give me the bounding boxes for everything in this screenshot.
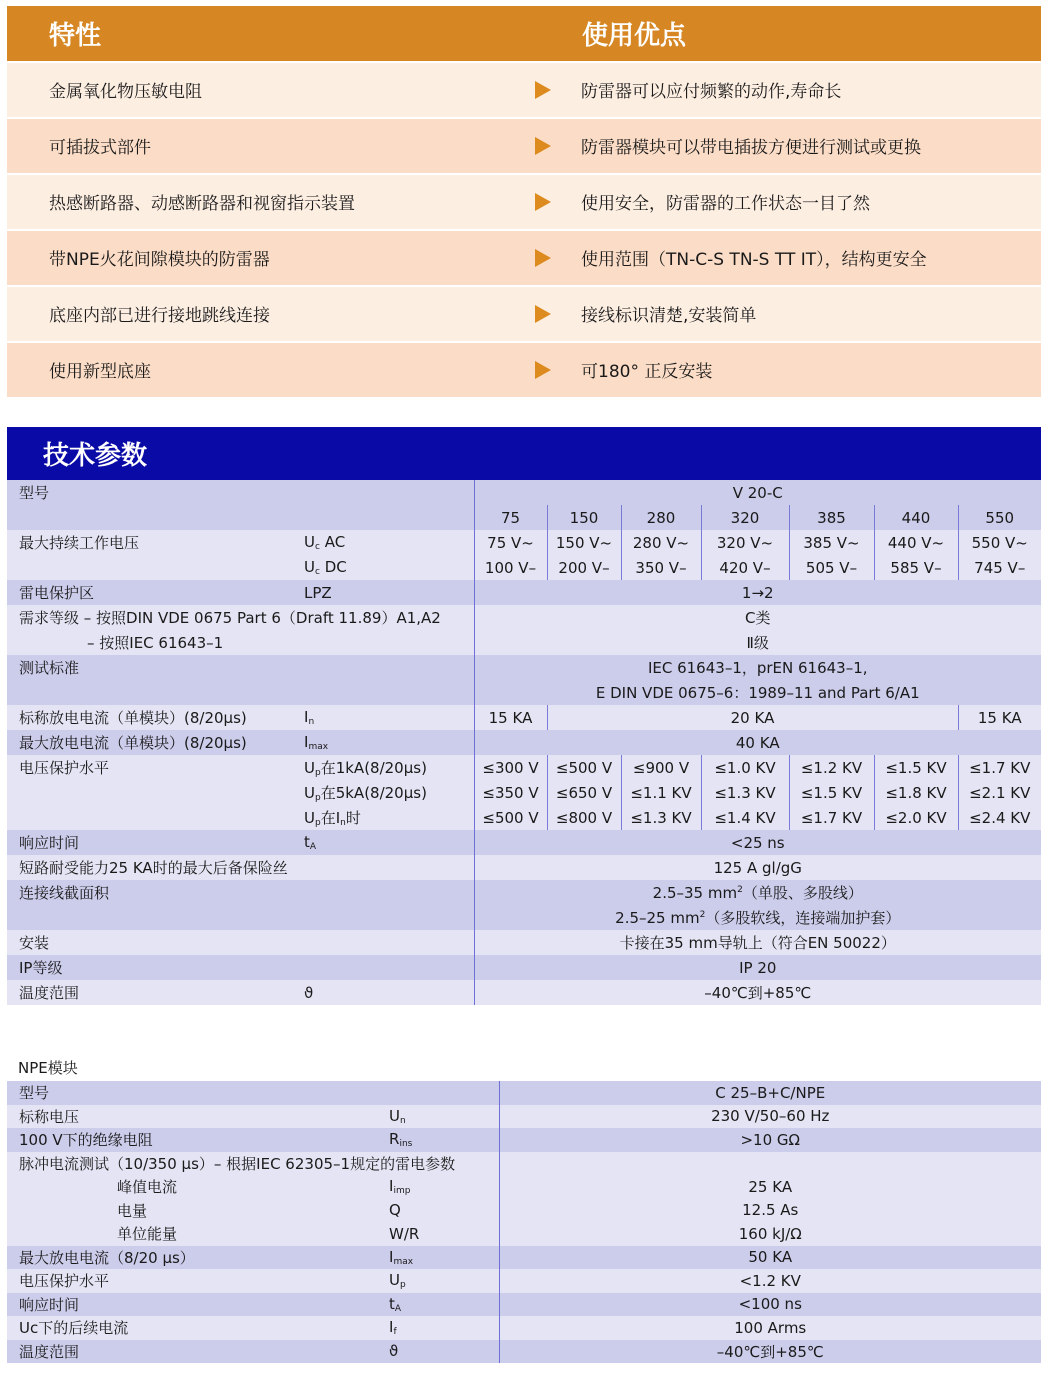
npe-row: [7, 1152, 1041, 1176]
variant: 385: [789, 505, 874, 530]
features-header: [7, 6, 1041, 61]
standard-value: IEC 61643–1，prEN 61643–1,: [474, 655, 1041, 680]
ip-label: IP等级: [19, 959, 63, 977]
uc-dc-value: 100 V–: [474, 555, 547, 580]
up-value: ≤1.5 KV: [874, 755, 958, 780]
play-arrow-icon: [535, 137, 551, 155]
npe-label: 电压保护水平: [19, 1272, 110, 1291]
up-value: ≤1.3 KV: [621, 805, 701, 830]
up-value: ≤2.1 KV: [958, 780, 1041, 805]
npe-row: [7, 1269, 1041, 1293]
cross-value: 2.5–35 $mm^2$（单股、多股线）: [474, 880, 1041, 905]
feature-row: [7, 343, 1041, 398]
npe-table: [7, 1081, 1041, 1363]
npe-row: [7, 1105, 1041, 1129]
feature-text: 带NPE火花间隙模块的防雷器: [49, 250, 270, 271]
feature-row: [7, 119, 1041, 174]
variant-row: [7, 505, 1041, 530]
npe-symbol: $I_f$: [389, 1318, 397, 1338]
feature-row: [7, 175, 1041, 230]
npe-row: [7, 1293, 1041, 1317]
npe-row: [7, 1340, 1041, 1364]
npe-label: 型号: [19, 1084, 50, 1103]
advantage-text: 使用范围（TN-C-S TN-S TT IT），结构更安全: [581, 250, 927, 271]
response-value: <25 ns: [474, 830, 1041, 855]
response-symbol: $t_A$: [304, 833, 317, 852]
npe-value: 100 Arms: [499, 1316, 1041, 1340]
in-value: 15 KA: [958, 705, 1041, 730]
up-value: ≤500 V: [474, 805, 547, 830]
npe-symbol: W/R: [389, 1224, 420, 1243]
feature-column-title: 特性: [49, 21, 102, 51]
class-value: C类: [474, 605, 1041, 630]
fuse-label: 短路耐受能力25 KA时的最大后备保险丝: [19, 859, 288, 877]
uc-ac-value: 385 V~: [789, 530, 874, 555]
uc-dc-value: 745 V–: [958, 555, 1041, 580]
uc-ac-value: 440 V~: [874, 530, 958, 555]
model-name: V 20-C: [474, 480, 1041, 505]
variant: 150: [547, 505, 621, 530]
mount-label: 安装: [19, 934, 50, 952]
response-label: 响应时间: [19, 834, 80, 852]
npe-value: 25 KA: [499, 1175, 1041, 1199]
in-label: 标称放电电流（单模块）(8/20μs): [19, 709, 247, 727]
play-arrow-icon: [535, 81, 551, 99]
mount-value: 卡接在35 mm导轨上（符合EN 50022）: [474, 930, 1041, 955]
npe-value: <100 ns: [499, 1293, 1041, 1317]
lpz-symbol: LPZ: [304, 583, 332, 602]
npe-symbol: ϑ: [389, 1342, 399, 1361]
temp-value: –40℃到+85℃: [474, 980, 1041, 1005]
up-value: ≤1.7 KV: [789, 805, 874, 830]
temp-row: [7, 980, 1041, 1005]
npe-value: <1.2 KV: [499, 1269, 1041, 1293]
npe-title: NPE模块: [18, 1059, 78, 1077]
npe-row: [7, 1316, 1041, 1340]
variant: 75: [474, 505, 547, 530]
temp-label: 温度范围: [19, 984, 80, 1002]
npe-row: [7, 1081, 1041, 1105]
feature-text: 金属氧化物压敏电阻: [49, 82, 202, 103]
imax-symbol: $I_{max}$: [304, 733, 329, 752]
lpz-label: 雷电保护区: [19, 584, 95, 602]
play-arrow-icon: [535, 193, 551, 211]
npe-value: [499, 1152, 1041, 1176]
uc-ac-value: 550 V~: [958, 530, 1041, 555]
up-label: 电压保护水平: [19, 759, 110, 777]
features-table: [7, 6, 1041, 397]
npe-row: [7, 1128, 1041, 1152]
standard-label: 测试标准: [19, 659, 80, 677]
class-label-2: – 按照IEC 61643–1: [87, 634, 224, 652]
up-value: ≤1.3 KV: [701, 780, 789, 805]
tech-params-title: 技术参数: [7, 427, 1041, 480]
uc-ac-value: 280 V~: [621, 530, 701, 555]
npe-label: 电量: [117, 1201, 148, 1220]
advantage-text: 防雷器可以应付频繁的动作,寿命长: [581, 82, 842, 103]
class-row-2: [7, 630, 1041, 655]
npe-symbol: $U_n$: [389, 1106, 406, 1126]
up-symbol: $U_p$在5kA(8/20μs): [304, 784, 427, 803]
npe-value: C 25–B+C/NPE: [499, 1081, 1041, 1105]
tech-params-section: [7, 427, 1041, 1005]
up-row: [7, 755, 1041, 780]
npe-label: 标称电压: [19, 1107, 80, 1126]
uc-ac-value: 150 V~: [547, 530, 621, 555]
npe-label: 单位能量: [117, 1225, 178, 1244]
up-value: ≤900 V: [621, 755, 701, 780]
standard-value-2: E DIN VDE 0675–6：1989–11 and Part 6/A1: [474, 680, 1041, 705]
npe-row: [7, 1246, 1041, 1270]
npe-symbol: $t_A$: [389, 1294, 402, 1314]
cross-label: 连接线截面积: [19, 884, 110, 902]
in-value: 15 KA: [474, 705, 547, 730]
temp-symbol: ϑ: [304, 983, 314, 1002]
up-value: ≤300 V: [474, 755, 547, 780]
feature-text: 可插拔式部件: [49, 138, 151, 159]
in-symbol: $I_n$: [304, 708, 315, 727]
variant: 320: [701, 505, 789, 530]
up-value: ≤1.8 KV: [874, 780, 958, 805]
play-arrow-icon: [535, 305, 551, 323]
feature-row: [7, 63, 1041, 118]
imax-row: [7, 730, 1041, 755]
uc-dc-symbol: $U_c$ DC: [304, 558, 347, 577]
npe-value: –40℃到+85℃: [499, 1340, 1041, 1364]
up-value: ≤2.0 KV: [874, 805, 958, 830]
cross-row-2: [7, 905, 1041, 930]
advantage-text: 使用安全，防雷器的工作状态一目了然: [581, 194, 870, 215]
feature-row: [7, 231, 1041, 286]
npe-value: 160 kJ/Ω: [499, 1222, 1041, 1246]
up-value: ≤800 V: [547, 805, 621, 830]
up-value: ≤650 V: [547, 780, 621, 805]
fuse-value: 125 A gl/gG: [474, 855, 1041, 880]
up-value: ≤350 V: [474, 780, 547, 805]
up-symbol: $U_p$在1kA(8/20μs): [304, 759, 427, 778]
npe-value: 230 V/50–60 Hz: [499, 1105, 1041, 1129]
npe-label: 脉冲电流测试（10/350 μs）– 根据IEC 62305–1规定的雷电参数: [19, 1154, 456, 1173]
uc-ac-symbol: $U_c$ AC: [304, 533, 346, 552]
up-value: ≤1.4 KV: [701, 805, 789, 830]
uc-dc-value: 585 V–: [874, 555, 958, 580]
feature-row: [7, 287, 1041, 342]
class-label: 需求等级 – 按照DIN VDE 0675 Part 6（Draft 11.89）A1,A2: [19, 609, 441, 627]
lpz-value: 1→2: [474, 580, 1041, 605]
npe-symbol: Q: [389, 1201, 401, 1220]
ip-row: [7, 955, 1041, 980]
standard-row-2: [7, 680, 1041, 705]
imax-value: 40 KA: [474, 730, 1041, 755]
npe-symbol: $U_p$: [389, 1271, 406, 1291]
in-row: [7, 705, 1041, 730]
response-row: [7, 830, 1041, 855]
uc-dc-value: 505 V–: [789, 555, 874, 580]
uc-ac-row: [7, 530, 1041, 555]
feature-text: 底座内部已进行接地跳线连接: [49, 306, 270, 327]
npe-symbol: $I_{max}$: [389, 1247, 414, 1267]
npe-label: 100 V下的绝缘电阻: [19, 1131, 153, 1150]
variant: 550: [958, 505, 1041, 530]
cross-row: [7, 880, 1041, 905]
advantage-text: 接线标识清楚,安装简单: [581, 306, 757, 327]
advantage-column-title: 使用优点: [582, 21, 687, 51]
uc-dc-value: 350 V–: [621, 555, 701, 580]
standard-row: [7, 655, 1041, 680]
lpz-row: [7, 580, 1041, 605]
up-value: ≤1.0 KV: [701, 755, 789, 780]
npe-row: [7, 1222, 1041, 1246]
ip-value: IP 20: [474, 955, 1041, 980]
imax-label: 最大放电电流（单模块）(8/20μs): [19, 734, 247, 752]
feature-text: 热感断路器、动感断路器和视窗指示装置: [49, 194, 355, 215]
npe-label: 最大放电电流（8/20 μs）: [19, 1248, 195, 1267]
up-value: ≤1.1 KV: [621, 780, 701, 805]
class-row: [7, 605, 1041, 630]
up-value: ≤2.4 KV: [958, 805, 1041, 830]
npe-label: Uc下的后续电流: [19, 1319, 129, 1338]
up-value: ≤500 V: [547, 755, 621, 780]
uc-dc-value: 420 V–: [701, 555, 789, 580]
uc-label: 最大持续工作电压: [19, 534, 140, 552]
npe-section: [7, 1081, 1041, 1363]
up-value: ≤1.5 KV: [789, 780, 874, 805]
advantage-text: 可180° 正反安装: [581, 362, 713, 383]
class-value-2: Ⅱ级: [474, 630, 1041, 655]
npe-label: 温度范围: [19, 1342, 80, 1361]
npe-row: [7, 1175, 1041, 1199]
uc-ac-value: 75 V~: [474, 530, 547, 555]
model-row: [7, 480, 1041, 505]
npe-value: 50 KA: [499, 1246, 1041, 1270]
model-label: 型号: [19, 484, 50, 502]
tech-params-table: [7, 480, 1041, 1005]
in-value: 20 KA: [547, 705, 958, 730]
npe-value: 12.5 As: [499, 1199, 1041, 1223]
up-value: ≤1.7 KV: [958, 755, 1041, 780]
feature-text: 使用新型底座: [49, 362, 151, 383]
uc-dc-value: 200 V–: [547, 555, 621, 580]
play-arrow-icon: [535, 361, 551, 379]
npe-value: >10 GΩ: [499, 1128, 1041, 1152]
npe-symbol: $R_{ins}$: [389, 1130, 413, 1150]
up-row: [7, 780, 1041, 805]
uc-dc-row: [7, 555, 1041, 580]
up-row: [7, 805, 1041, 830]
up-symbol: $U_p$在$I_n$时: [304, 809, 361, 828]
cross-value-2: 2.5–25 $mm^2$（多股软线，连接端加护套）: [474, 905, 1041, 930]
mount-row: [7, 930, 1041, 955]
npe-row: [7, 1199, 1041, 1223]
npe-symbol: $I_{imp}$: [389, 1177, 411, 1197]
up-value: ≤1.2 KV: [789, 755, 874, 780]
advantage-text: 防雷器模块可以带电插拔方便进行测试或更换: [581, 138, 921, 159]
npe-symbol: [389, 1081, 499, 1105]
uc-ac-value: 320 V~: [701, 530, 789, 555]
play-arrow-icon: [535, 249, 551, 267]
variant: 440: [874, 505, 958, 530]
npe-label: 峰值电流: [117, 1178, 178, 1197]
variant: 280: [621, 505, 701, 530]
fuse-row: [7, 855, 1041, 880]
npe-label: 响应时间: [19, 1295, 80, 1314]
